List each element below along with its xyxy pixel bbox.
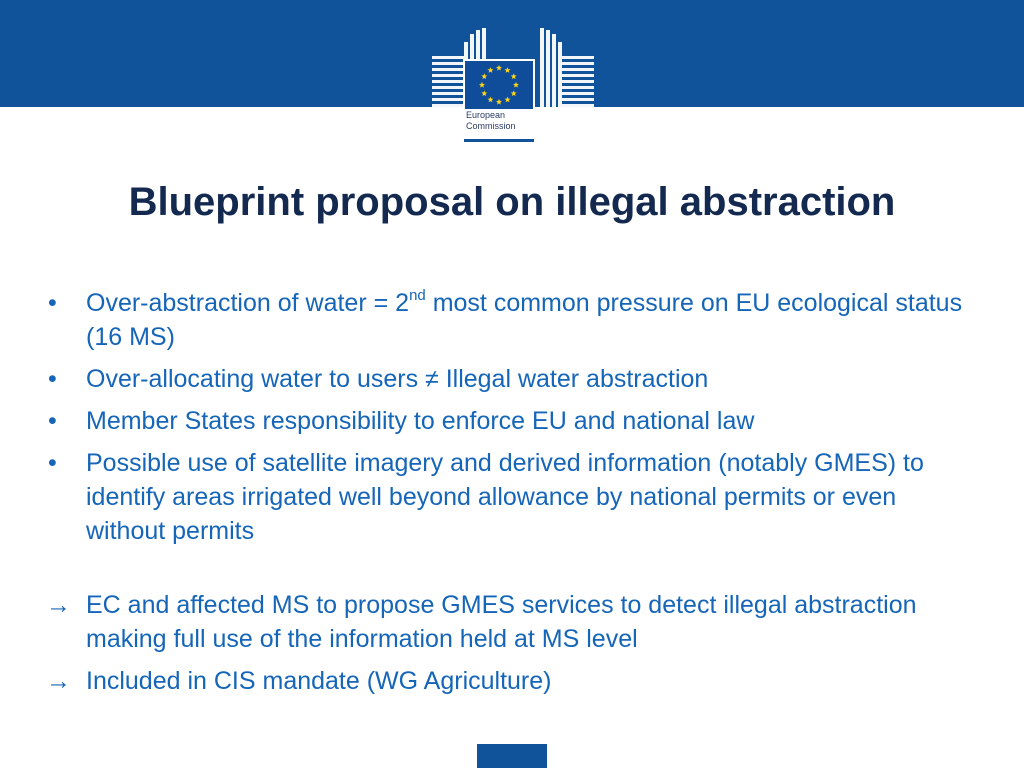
bullet-list bbox=[46, 286, 976, 706]
arrow-right-icon: → bbox=[46, 667, 71, 695]
conclusion-item bbox=[46, 664, 976, 698]
bullet-item bbox=[46, 446, 976, 548]
bullet-marker: • bbox=[48, 365, 57, 393]
arrow-right-icon: → bbox=[46, 591, 71, 619]
conclusion-text: Included in CIS mandate (WG Agriculture) bbox=[86, 667, 552, 695]
bullet-item bbox=[46, 362, 976, 396]
footer-tab bbox=[477, 744, 547, 768]
slide-title: Blueprint proposal on illegal abstraction bbox=[128, 180, 896, 224]
bullet-text: Over-allocating water to users ≠ Illegal water abstraction bbox=[86, 365, 709, 393]
conclusion-item bbox=[46, 588, 976, 656]
bullet-marker: • bbox=[48, 449, 57, 477]
bullet-item bbox=[46, 286, 976, 354]
bullet-text-pre: Over-abstraction of water = 2 bbox=[86, 289, 410, 317]
bullet-text-superscript: nd bbox=[409, 286, 426, 304]
bullet-marker: • bbox=[48, 407, 57, 435]
conclusion-text: EC and affected MS to propose GMES services to detect illegal abstraction making full use of the information held at MS level bbox=[86, 591, 917, 653]
bullet-text: Member States responsibility to enforce EU and national law bbox=[86, 407, 755, 435]
bullet-item bbox=[46, 404, 976, 438]
bullet-text: Possible use of satellite imagery and derived information (notably GMES) to identify areas irrigated well beyond allowance by national permits or even without permits bbox=[86, 449, 924, 545]
logo-line-2: Commission bbox=[466, 121, 516, 131]
bullet-text-post: most common pressure on EU ecological status (16 MS) bbox=[86, 289, 963, 351]
logo-text bbox=[466, 110, 516, 132]
bullet-marker: • bbox=[48, 289, 57, 317]
logo-line-1: European bbox=[466, 110, 506, 120]
